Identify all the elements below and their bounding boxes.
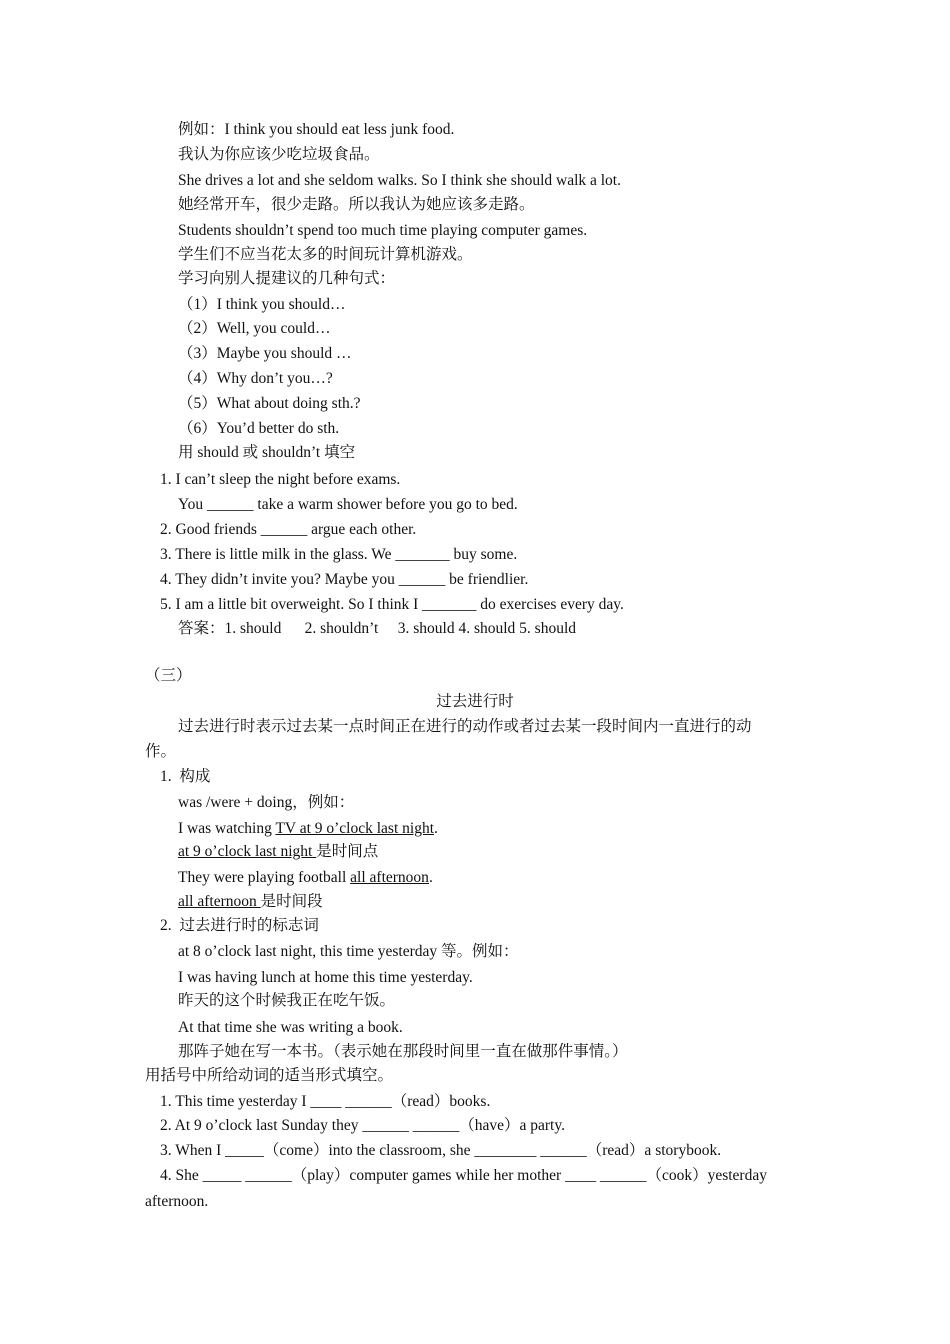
exercise-title: 用括号中所给动词的适当形式填空。 (145, 1067, 394, 1084)
exercise-item: 2. At 9 o’clock last Sunday they ______ ______（have）a party. (160, 1117, 565, 1134)
example-sentence: I was having lunch at home this time yesterday. (178, 969, 473, 986)
example-sentence: She drives a lot and she seldom walks. So I think she should walk a lot. (178, 172, 621, 189)
exercise-item: 3. When I _____（come）into the classroom, she ________ ______（read）a storybook. (160, 1142, 722, 1159)
intro-paragraph: 过去进行时表示过去某一点时间正在进行的动作或者过去某一段时间内一直进行的动 (178, 718, 752, 735)
pattern-item: （2）Well, you could… (178, 320, 331, 337)
underlined-phrase: at 9 o’clock last night (178, 843, 317, 860)
example-intro: 例如：I think you should eat less junk food. (178, 121, 455, 138)
patterns-title: 学习向别人提建议的几种句式： (178, 270, 396, 287)
text: . (434, 820, 438, 837)
example-note (178, 890, 323, 914)
exercise-item: You ______ take a warm shower before you go to bed. (178, 496, 518, 513)
intro-paragraph: 作。 (145, 743, 177, 760)
exercise-item: 4. They didn’t invite you? Maybe you ______ be friendlier. (160, 571, 529, 588)
example-translation: 学生们不应当花太多的时间玩计算机游戏。 (178, 246, 473, 263)
exercise-item: afternoon. (145, 1193, 209, 1210)
text: I was watching (178, 820, 276, 837)
example-translation: 昨天的这个时候我正在吃午饭。 (178, 992, 396, 1009)
text: They were playing football (178, 869, 351, 886)
example-sentence (178, 866, 433, 890)
example-sentence: At that time she was writing a book. (178, 1019, 403, 1036)
underlined-phrase: all afternoon (178, 893, 261, 910)
pattern-item: （5）What about doing sth.? (178, 395, 361, 412)
underlined-phrase: all afternoon (350, 869, 429, 886)
example-note (178, 840, 378, 864)
pattern-item: （6）You’d better do sth. (178, 420, 340, 437)
markers: at 8 o’clock last night, this time yesterday 等。例如： (178, 943, 519, 960)
underlined-phrase: TV at 9 o’clock last night (275, 820, 434, 837)
example-translation: 她经常开车，很少走路。所以我认为她应该多走路。 (178, 196, 535, 213)
example-sentence: Students shouldn’t spend too much time playing computer games. (178, 222, 588, 239)
exercise-item: 2. Good friends ______ argue each other. (160, 521, 417, 538)
section-label: （三） (145, 667, 192, 684)
answers: 答案：1. should 2. shouldn’t 3. should 4. should 5. should (178, 620, 577, 637)
pattern-item: （3）Maybe you should … (178, 345, 352, 362)
pattern-item: （4）Why don’t you…? (178, 370, 333, 387)
exercise-item: 3. There is little milk in the glass. We _______ buy some. (160, 546, 518, 563)
section-title: 过去进行时 (436, 693, 514, 710)
text: . (428, 869, 433, 886)
example-sentence (178, 817, 438, 841)
example-intro-translation: 我认为你应该少吃垃圾食品。 (178, 146, 380, 163)
exercise-item: 1. I can’t sleep the night before exams. (160, 471, 401, 488)
formula: was /were + doing，例如： (178, 794, 355, 811)
part-title: 1. 构成 (160, 768, 211, 785)
pattern-item: （1）I think you should… (178, 296, 346, 313)
text: 是时间段 (260, 893, 323, 910)
exercise-item: 5. I am a little bit overweight. So I think I _______ do exercises every day. (160, 596, 624, 613)
exercise-item: 4. She _____ ______（play）computer games while her mother ____ ______（cook）yesterday (160, 1167, 767, 1184)
example-translation: 那阵子她在写一本书。（表示她在那段时间里一直在做那件事情。） (178, 1043, 628, 1060)
text: 是时间点 (316, 843, 379, 860)
exercise-title: 用 should 或 shouldn’t 填空 (178, 444, 356, 461)
part-title: 2. 过去进行时的标志词 (160, 917, 319, 934)
exercise-item: 1. This time yesterday I ____ ______（read）books. (160, 1093, 491, 1110)
